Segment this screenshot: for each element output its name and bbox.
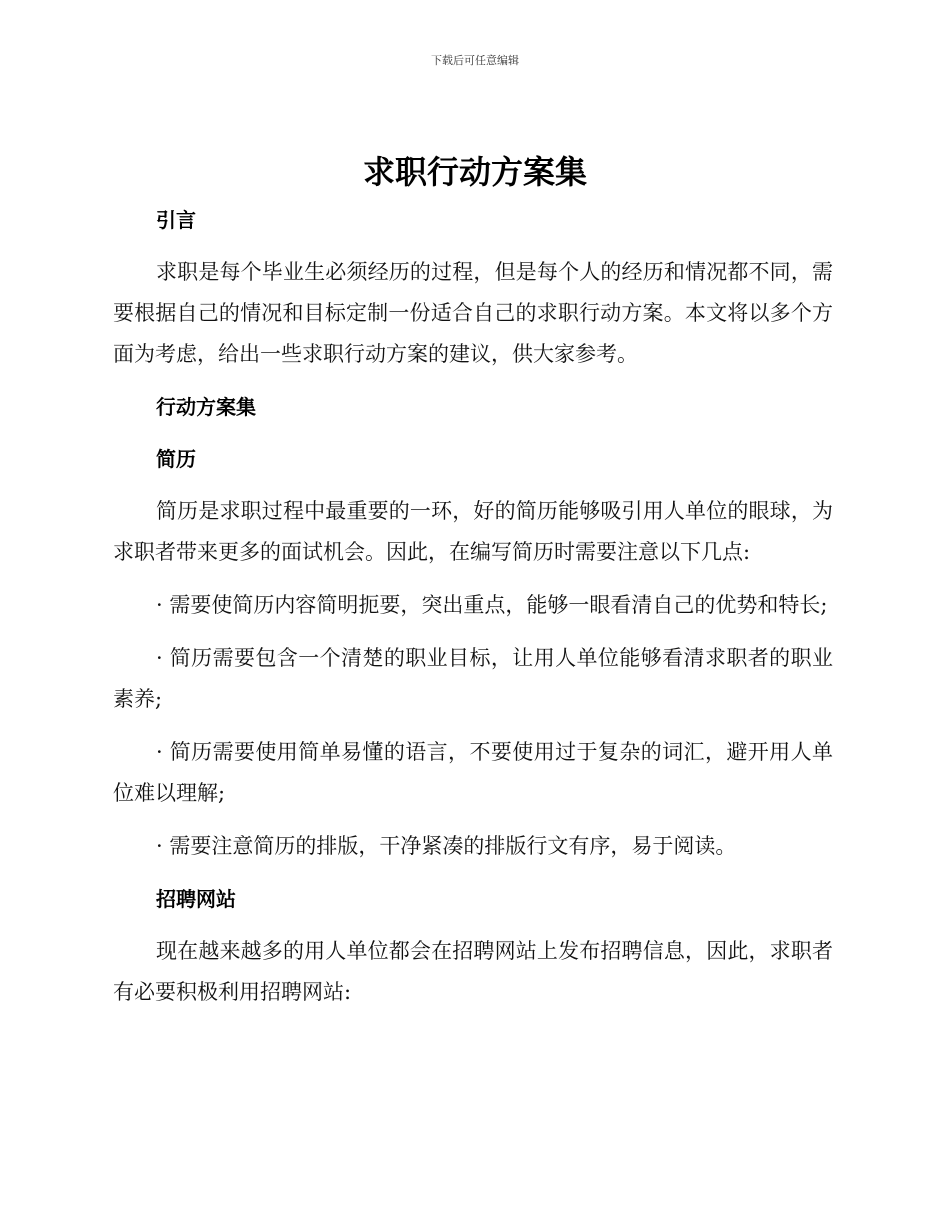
resume-point-3: · 简历需要使用简单易懂的语言，不要使用过于复杂的词汇，避开用人单位难以理解; <box>113 740 833 805</box>
resume-point-4: · 需要注意简历的排版，干净紧凑的排版行文有序，易于阅读。 <box>156 834 737 858</box>
running-header: 下载后可任意编辑 <box>431 54 519 67</box>
section-heading-intro: 引言 <box>156 208 196 232</box>
document-body <box>113 200 833 1013</box>
resume-point-1: · 需要使简历内容简明扼要，突出重点，能够一眼看清自己的优势和特长; <box>156 593 828 617</box>
resume-point-2: · 简历需要包含一个清楚的职业目标，让用人单位能够看清求职者的职业素养; <box>113 646 833 711</box>
resume-paragraph: 简历是求职过程中最重要的一环，好的简历能够吸引用人单位的眼球，为求职者带来更多的面试机会。因此，在编写简历时需要注意以下几点: <box>113 499 833 564</box>
document-title: 求职行动方案集 <box>362 153 587 191</box>
section-heading-resume: 简历 <box>156 447 196 471</box>
job-sites-paragraph: 现在越来越多的用人单位都会在招聘网站上发布招聘信息，因此，求职者有必要积极利用招聘网站: <box>113 939 833 1004</box>
section-heading-job-sites: 招聘网站 <box>156 887 236 911</box>
section-heading-plans: 行动方案集 <box>156 395 256 419</box>
intro-paragraph: 求职是每个毕业生必须经历的过程，但是每个人的经历和情况都不同，需要根据自己的情况和目标定制一份适合自己的求职行动方案。本文将以多个方面为考虑，给出一些求职行动方案的建议，供大家参考。 <box>113 260 833 366</box>
